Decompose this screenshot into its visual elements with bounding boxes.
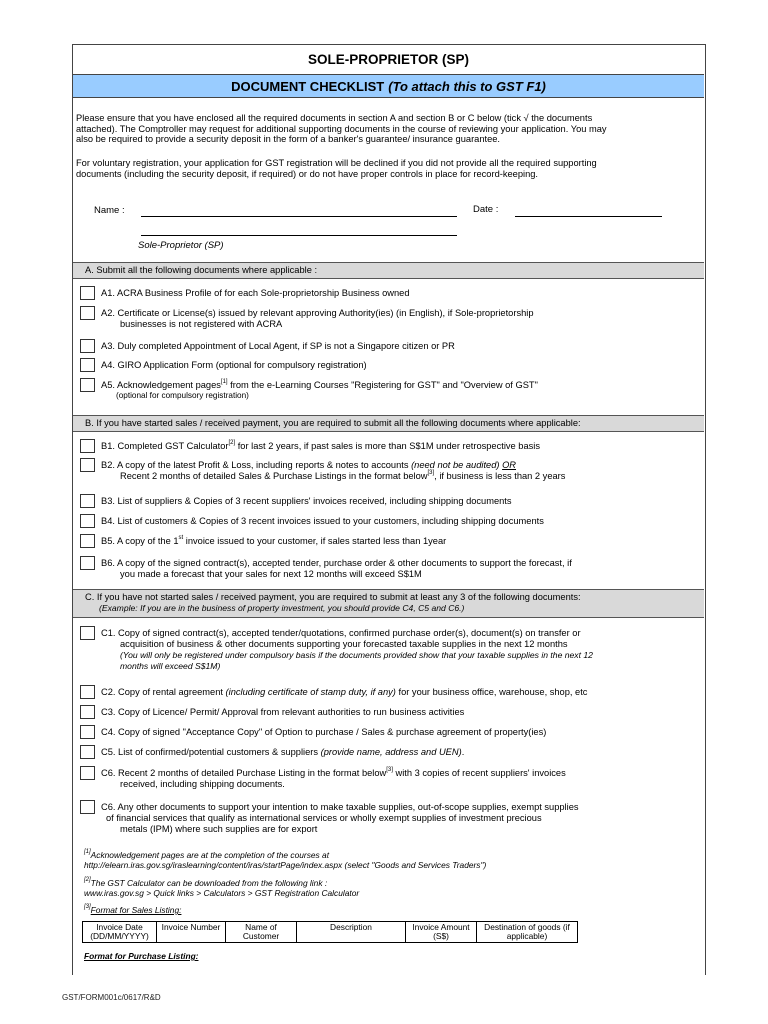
footnote-ref: [3] (386, 767, 393, 773)
checklist-heading (73, 75, 704, 98)
item-text-part: C6. Recent 2 months of detailed Purchase Listing in the format below (101, 768, 387, 778)
checklist-heading-note: (To attach this to GST F1) (388, 78, 546, 94)
item-text-continued: acquisition of business & other documents supporting your forecasted taxable supplies in the next 12 months (120, 639, 568, 649)
checkbox-a2[interactable] (80, 306, 95, 320)
checkbox-b6[interactable] (80, 556, 95, 570)
checklist-item-c6-other (80, 800, 680, 840)
item-text-continued: received, including shipping documents. (120, 779, 285, 789)
checkbox-c2[interactable] (80, 685, 95, 699)
section-c-header (73, 589, 704, 618)
sales-listing-heading: Format for Sales Listing: (90, 905, 182, 915)
checkbox-a5[interactable] (80, 378, 95, 392)
intro-line: For voluntary registration, your application for GST registration will be declined if you did not provide all the required supporting (76, 158, 597, 168)
header-line: (DD/MM/YYYY) (90, 931, 149, 941)
item-text (101, 687, 587, 697)
footnote-ref: [2] (228, 440, 236, 446)
item-text: A3. Duly completed Appointment of Local Agent, if SP is not a Singapore citizen or PR (101, 341, 455, 351)
item-text: A1. ACRA Business Profile of for each Sole-proprietorship Business owned (101, 288, 410, 298)
table-header-cell (477, 922, 578, 943)
item-text-part: for last 2 years, if past sales is more than S$1M under retrospective basis (235, 441, 541, 451)
checkbox-c6[interactable] (80, 766, 95, 780)
checkbox-b3[interactable] (80, 494, 95, 508)
item-text-note: (You will only be registered under compulsory basis if the documents provided show that your taxable supplies in the next 12 (120, 650, 593, 660)
item-text (101, 768, 566, 778)
page-title: SOLE-PROPRIETOR (SP) (73, 44, 704, 75)
table-header-cell (83, 922, 157, 943)
name-field[interactable] (141, 216, 457, 217)
checklist-item-b3 (80, 494, 680, 510)
checklist-item-a1 (80, 286, 680, 302)
name-label: Name : (94, 205, 125, 216)
table-header-cell (297, 922, 406, 943)
footnote-ref: [3] (427, 470, 435, 476)
footnote-marker: [2] (84, 877, 91, 883)
item-text-continued (120, 471, 565, 481)
item-text: B4. List of customers & Copies of 3 recent invoices issued to your customers, including shipping documents (101, 516, 544, 526)
checklist-item-c5 (80, 745, 680, 761)
intro-line: Please ensure that you have enclosed all the required documents in section A and section B or C below (tick √ the documents (76, 113, 593, 123)
checkbox-b4[interactable] (80, 514, 95, 528)
section-a-heading: A. Submit all the following documents where applicable : (85, 265, 318, 275)
item-text-part: , if business is less than 2 years (434, 471, 566, 481)
item-text-italic: (need not be audited) (411, 460, 500, 470)
item-text-or: OR (502, 460, 517, 470)
table-header-cell (157, 922, 226, 943)
footnote-marker: [3] (84, 904, 91, 910)
item-text: B3. List of suppliers & Copies of 3 recent suppliers' invoices received, including shipping documents (101, 496, 512, 506)
item-text-part: . (461, 747, 465, 757)
item-text (101, 380, 538, 390)
checklist-item-a5 (80, 378, 680, 406)
checklist-item-b5 (80, 534, 680, 550)
footnote-3 (84, 905, 181, 915)
item-text-part: for your business office, warehouse, shop, etc (395, 687, 588, 697)
header-line: Destination of goods (if (484, 922, 570, 932)
item-text-part: with 3 copies of recent suppliers' invoices (392, 768, 566, 778)
item-text: A4. GIRO Application Form (optional for compulsory registration) (101, 360, 367, 370)
header-line: Invoice Number (161, 922, 221, 932)
footnote-1 (84, 850, 329, 860)
ordinal-suffix: st (178, 535, 184, 541)
item-text (101, 536, 446, 546)
table-header-cell (226, 922, 297, 943)
checklist-item-b1 (80, 439, 680, 455)
section-c-note: (Example: If you are in the business of property investment, you should provide C4, C5 and C6.) (99, 603, 465, 613)
checklist-item-c4 (80, 725, 680, 741)
footnote-1-link[interactable]: http://elearn.iras.gov.sg/iraslearning/content/iras/startPage/index.aspx (select "Goods and Services Traders") (84, 860, 487, 870)
item-text: C1. Copy of signed contract(s), accepted tender/quotations, confirmed purchase order(s), document(s) on transfer or (101, 628, 581, 638)
item-text-continued: you made a forecast that your sales for next 12 months will exceed S$1M (120, 569, 422, 579)
checklist-item-b2 (80, 458, 680, 486)
intro-paragraph-2 (76, 158, 701, 179)
item-text-part: from the e-Learning Courses "Registering for GST" and "Overview of GST" (227, 380, 538, 390)
item-text: C6. Any other documents to support your intention to make taxable supplies, out-of-scope supplies, exempt supplies (101, 802, 579, 812)
header-line: Invoice Date (96, 922, 143, 932)
item-text (101, 747, 464, 757)
item-text-part: B2. A copy of the latest Profit & Loss, including reports & notes to accounts (101, 460, 412, 470)
item-text-italic: (including certificate of stamp duty, if any) (225, 687, 396, 697)
checkbox-a3[interactable] (80, 339, 95, 353)
checklist-item-c2 (80, 685, 680, 701)
section-b-heading: B. If you have started sales / received payment, you are required to submit all the following documents where applicable: (85, 418, 581, 428)
checklist-item-a4 (80, 358, 680, 374)
form-code: GST/FORM001c/0617/R&D (62, 993, 161, 1002)
header-line: Description (330, 922, 372, 932)
item-text-part: C2. Copy of rental agreement (101, 687, 226, 697)
item-text-continued: of financial services that qualify as international services or wholly exempt supplies of investment precious (106, 813, 542, 823)
item-text (101, 460, 516, 470)
checkbox-c5[interactable] (80, 745, 95, 759)
footnote-marker: [1] (84, 849, 91, 855)
checklist-item-c6 (80, 766, 680, 794)
footnote-2 (84, 878, 327, 888)
checklist-item-b4 (80, 514, 680, 530)
checkbox-c4[interactable] (80, 725, 95, 739)
checklist-item-a3 (80, 339, 680, 355)
intro-line: documents (including the security deposit, if required) or do not have proper controls in place for record-keeping. (76, 168, 538, 179)
checklist-item-c3 (80, 705, 680, 721)
header-line: (S$) (433, 931, 449, 941)
checkbox-a4[interactable] (80, 358, 95, 372)
checkbox-b2[interactable] (80, 458, 95, 472)
header-line: applicable) (506, 931, 548, 941)
checkbox-c6-other[interactable] (80, 800, 95, 814)
item-text-note: months will exceed S$1M) (120, 661, 221, 671)
item-text-continued: metals (IPM) where such supplies are for export (120, 824, 318, 834)
checkbox-b5[interactable] (80, 534, 95, 548)
checklist-item-c1 (80, 626, 680, 676)
header-line: Invoice Amount (412, 922, 470, 932)
item-text-note: (optional for compulsory registration) (116, 391, 249, 400)
checkbox-a1[interactable] (80, 286, 95, 300)
item-text-part: B5. A copy of the 1 (101, 536, 179, 546)
signature-field[interactable] (141, 235, 457, 236)
footnote-ref: [1] (220, 379, 228, 385)
table-header-row (83, 922, 578, 943)
date-label: Date : (473, 204, 499, 215)
date-field[interactable] (515, 216, 662, 217)
item-text-italic: (provide name, address and UEN) (320, 747, 462, 757)
item-text-part: C5. List of confirmed/potential customers & suppliers (101, 747, 321, 757)
checklist-heading-text: DOCUMENT CHECKLIST (231, 78, 385, 94)
table-header-cell (406, 922, 477, 943)
item-text: C3. Copy of Licence/ Permit/ Approval from relevant authorities to run business activities (101, 707, 465, 717)
item-text-continued: businesses is not registered with ACRA (120, 319, 283, 329)
item-text-part: Recent 2 months of detailed Sales & Purchase Listings in the format below (120, 471, 428, 481)
footnote-text: Acknowledgement pages are at the completion of the courses at (90, 850, 330, 860)
checkbox-b1[interactable] (80, 439, 95, 453)
signatory-caption: Sole-Proprietor (SP) (138, 240, 224, 251)
intro-paragraph-1 (76, 113, 701, 145)
section-b-header (73, 415, 704, 432)
item-text-part: B1. Completed GST Calculator (101, 441, 229, 451)
checkbox-c3[interactable] (80, 705, 95, 719)
header-line: Name of (245, 922, 277, 932)
footnote-2-path: www.iras.gov.sg > Quick links > Calculators > GST Registration Calculator (84, 888, 360, 898)
intro-line: also be required to provide a security deposit in the form of a banker's guarantee/ insurance guarantee. (76, 134, 501, 145)
item-text-part: invoice issued to your customer, if sales started less than 1year (183, 536, 447, 546)
item-text: A2. Certificate or License(s) issued by relevant approving Authority(ies) (in English), if Sole-proprietorship (101, 308, 534, 318)
intro-line: attached). The Comptroller may request for additional supporting documents in the course of reviewing your application. You may (76, 123, 607, 134)
header-line: Customer (242, 931, 280, 941)
section-c-heading: C. If you have not started sales / received payment, you are required to submit at least any 3 of the following documents: (85, 592, 581, 602)
checklist-item-a2 (80, 306, 680, 334)
item-text-part: A5. Acknowledgement pages (101, 380, 221, 390)
checklist-item-b6 (80, 556, 680, 584)
sales-listing-table (82, 921, 578, 943)
footnote-text: The GST Calculator can be downloaded from the following link : (90, 878, 328, 888)
checkbox-c1[interactable] (80, 626, 95, 640)
section-a-header (73, 262, 704, 279)
item-text: B6. A copy of the signed contract(s), accepted tender, purchase order & other documents to support the forecast, if (101, 558, 572, 568)
purchase-listing-heading: Format for Purchase Listing: (84, 951, 199, 961)
item-text (101, 441, 540, 451)
item-text: C4. Copy of signed "Acceptance Copy" of Option to purchase / Sales & purchase agreement of property(ies) (101, 727, 547, 737)
